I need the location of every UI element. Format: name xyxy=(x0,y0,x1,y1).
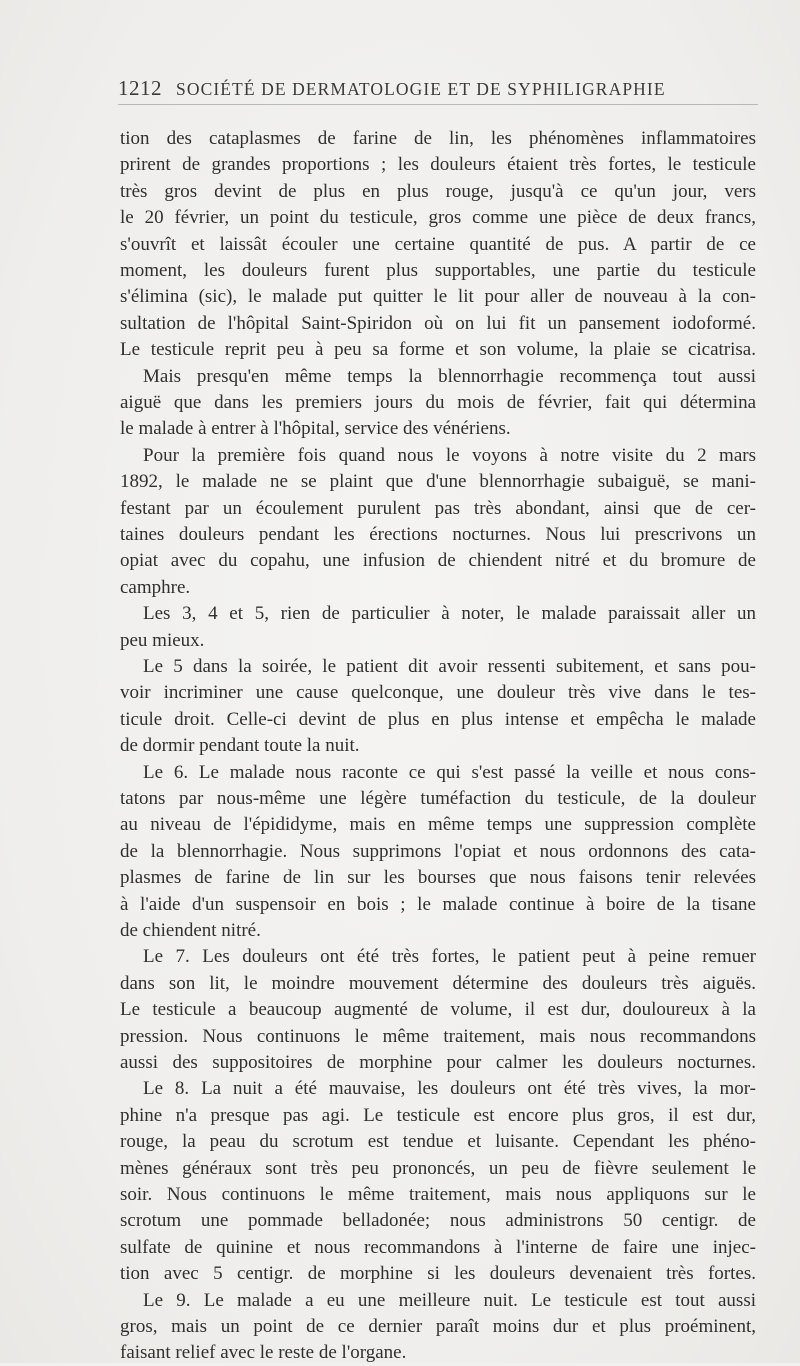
text-line: le 20 février, un point du testicule, gros comme une pièce de deux francs, xyxy=(120,207,756,229)
text-line: de la blennorrhagie. Nous supprimons l'opiat et nous ordonnons des cata- xyxy=(120,840,756,862)
text-line: sulfate de quinine et nous recommandons à l'interne de faire une injec- xyxy=(120,1236,756,1258)
text-line: Le testicule reprit peu à peu sa forme et son volume, la plaie se cicatrisa. xyxy=(120,339,756,361)
text-line: taines douleurs pendant les érections nocturnes. Nous lui prescrivons un xyxy=(120,524,756,545)
text-line: de chiendent nitré. xyxy=(120,920,261,941)
text-line: s'ouvrît et laissât écouler une certaine quantité de pus. A partir de ce xyxy=(120,233,756,255)
text-line: soir. Nous continuons le même traitement, mais nous appliquons sur le xyxy=(120,1184,756,1205)
text-line: mènes généraux sont très peu prononcés, un peu de fièvre seulement le xyxy=(120,1157,756,1179)
text-line: voir incriminer une cause quelconque, une douleur très vive dans le tes- xyxy=(120,682,756,704)
text-line: opiat avec du copahu, une infusion de chiendent nitré et du bromure de xyxy=(120,550,756,572)
text-line: Le 5 dans la soirée, le patient dit avoir ressenti subitement, et sans pou- xyxy=(143,656,756,677)
text-line: plasmes de farine de lin sur les bourses que nous faisons tenir relevées xyxy=(120,867,756,889)
text-line: Les 3, 4 et 5, rien de particulier à noter, le malade paraissait aller un xyxy=(143,603,756,625)
text-line: tatons par nous-même une légère tuméfaction du testicule, de la douleur xyxy=(120,788,756,809)
text-line: aiguë que dans les premiers jours du mois de février, fait qui détermina xyxy=(120,392,756,413)
text-line: dans son lit, le moindre mouvement détermine des douleurs très aiguës. xyxy=(120,972,756,994)
text-line: le malade à entrer à l'hôpital, service des vénériens. xyxy=(120,418,511,440)
text-line: à l'aide d'un suspensoir en bois ; le malade continue à boire de la tisane xyxy=(120,893,756,915)
text-line: sultation de l'hôpital Saint-Spiridon où on lui fit un pansement iodoformé. xyxy=(120,312,756,334)
text-line: Le testicule a beaucoup augmenté de volume, il est dur, douloureux à la xyxy=(120,999,756,1021)
text-line: s'élimina (sic), le malade put quitter le lit pour aller de nouveau à la con- xyxy=(120,286,756,308)
running-title: SOCIÉTÉ DE DERMATOLOGIE ET DE SYPHILIGRAPHIE xyxy=(176,79,666,99)
text-line: Le 8. La nuit a été mauvaise, les douleurs ont été très vives, la mor- xyxy=(143,1078,756,1100)
text-line: phine n'a presque pas agi. Le testicule est encore plus gros, il est dur, xyxy=(120,1104,756,1126)
text-line: gros, mais un point de ce dernier paraît moins dur et plus proéminent, xyxy=(120,1316,756,1337)
text-line: scrotum une pommade belladonée; nous administrons 50 centigr. de xyxy=(120,1210,756,1232)
text-line: Pour la première fois quand nous le voyons à notre visite du 2 mars xyxy=(143,444,756,466)
text-line: pression. Nous continuons le même traitement, mais nous recommandons xyxy=(120,1025,756,1047)
text-line: Le 6. Le malade nous raconte ce qui s'est passé la veille et nous cons- xyxy=(143,761,756,783)
text-line: ticule droit. Celle-ci devint de plus en plus intense et empêcha le malade xyxy=(120,708,756,730)
text-line: prirent de grandes proportions ; les douleurs étaient très fortes, le testicule xyxy=(120,154,756,176)
page-number: 1212 xyxy=(118,76,162,100)
text-line: camphre. xyxy=(120,576,191,598)
text-line: peu mieux. xyxy=(120,629,205,651)
text-line: tion avec 5 centigr. de morphine si les douleurs devenaient très fortes. xyxy=(120,1263,756,1285)
text-line: Le 9. Le malade a eu une meilleure nuit. Le testicule est tout aussi xyxy=(143,1289,756,1311)
text-line: aussi des suppositoires de morphine pour calmer les douleurs nocturnes. xyxy=(120,1052,756,1073)
text-line: au niveau de l'épididyme, mais en même temps une suppression complète xyxy=(120,814,756,836)
text-line: moment, les douleurs furent plus supportables, une partie du testicule xyxy=(120,260,756,281)
text-line: rouge, la peau du scrotum est tendue et luisante. Cependant les phéno- xyxy=(120,1131,756,1153)
text-line: de dormir pendant toute la nuit. xyxy=(120,735,360,757)
text-line: très gros devint de plus en plus rouge, jusqu'à ce qu'un jour, vers xyxy=(120,180,756,202)
text-line: Mais presqu'en même temps la blennorrhagie recommença tout aussi xyxy=(143,365,756,387)
text-line: festant par un écoulement purulent pas très abondant, ainsi que de cer- xyxy=(120,497,756,519)
text-line: tion des cataplasmes de farine de lin, les phénomènes inflammatoires xyxy=(120,128,756,149)
text-line: 1892, le malade ne se plaint que d'une blennorrhagie subaiguë, se mani- xyxy=(120,471,756,493)
text-line: faisant relief avec le reste de l'organe. xyxy=(120,1342,407,1364)
page-header xyxy=(118,76,758,106)
text-line: Le 7. Les douleurs ont été très fortes, le patient peut à peine remuer xyxy=(143,946,756,968)
header-rule xyxy=(118,104,758,105)
